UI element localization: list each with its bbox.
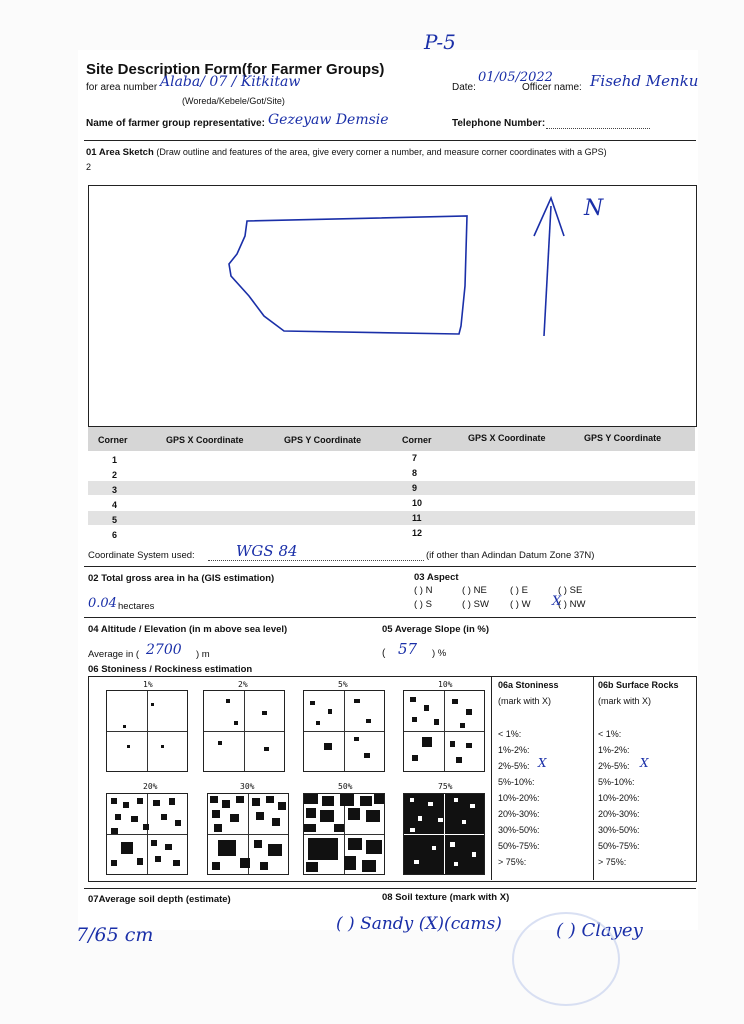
corner-number: 6 xyxy=(112,530,118,540)
area-number-label: for area number xyxy=(86,82,158,93)
rock-sample-75pct xyxy=(403,793,485,875)
area-number-value: Alaba/ 07 / Kitkitaw xyxy=(160,74,301,90)
soil-depth-label-text: 07Average soil depth (estimate) xyxy=(88,894,231,905)
date-value: 01/05/2022 xyxy=(478,70,553,85)
stoniness-a-item[interactable]: 2%-5%: xyxy=(498,761,530,771)
aspect-option[interactable]: ( ) E xyxy=(510,585,528,596)
rock-label: 50% xyxy=(338,782,353,791)
rock-sample-50pct xyxy=(303,793,385,875)
gps-header-x: GPS X Coordinate xyxy=(166,435,244,445)
soil-depth-value: 7/65 cm xyxy=(76,924,154,946)
corner-number: 1 xyxy=(112,455,118,465)
rep-label: Name of farmer group representative: xyxy=(86,118,265,129)
altitude-label: 04 Altitude / Elevation (in m above sea level) xyxy=(88,624,288,635)
soil-depth-label xyxy=(88,894,231,905)
aspect-mark: X xyxy=(552,594,562,609)
area-outline xyxy=(229,216,467,334)
rock-label: 30% xyxy=(240,782,255,791)
form-title: Site Description Form(for Farmer Groups) xyxy=(86,61,385,78)
rock-sample-30pct xyxy=(207,793,289,875)
soil-texture-label xyxy=(382,892,509,903)
gps-row-shade xyxy=(88,481,695,495)
aspect-option[interactable]: ( ) NE xyxy=(462,585,487,596)
sketch-box xyxy=(88,185,697,427)
aspect-option[interactable]: ( ) SE xyxy=(558,585,583,596)
stoniness-b-mark: X xyxy=(640,756,649,770)
stoniness-b-item[interactable]: > 75%: xyxy=(598,857,627,867)
slope-label: 05 Average Slope (in %) xyxy=(382,624,489,635)
rock-label: 5% xyxy=(338,680,348,689)
soil-texture-value-a: ( ) Sandy (X)(cams) xyxy=(336,914,502,934)
aspect-option[interactable]: ( ) SW xyxy=(462,599,489,610)
coord-field xyxy=(208,560,424,561)
divider xyxy=(84,888,696,889)
divider xyxy=(84,140,696,141)
corner-number: 3 xyxy=(112,485,118,495)
phone-label: Telephone Number: xyxy=(452,118,546,129)
north-label: N xyxy=(584,196,604,221)
stoniness-b-item[interactable]: 2%-5%: xyxy=(598,761,630,771)
stoniness-a-item[interactable]: 5%-10%: xyxy=(498,777,535,787)
date-label: Date: xyxy=(452,82,476,93)
north-arrow-line xyxy=(544,206,551,336)
divider xyxy=(593,676,594,880)
corner-number: 12 xyxy=(412,528,423,538)
rep-value: Gezeyaw Demsie xyxy=(268,112,389,128)
rock-sample-20pct xyxy=(106,793,188,875)
rock-sample-2pct xyxy=(203,690,285,772)
corner-number: 5 xyxy=(112,515,118,525)
corner-number: 10 xyxy=(412,498,423,508)
slope-value: 57 xyxy=(398,640,418,658)
stoniness-b-item[interactable]: 10%-20%: xyxy=(598,793,640,803)
coord-note: (if other than Adindan Datum Zone 37N) xyxy=(426,550,595,561)
stoniness-b-item[interactable]: 1%-2%: xyxy=(598,745,630,755)
stoniness-a-item[interactable]: 30%-50%: xyxy=(498,825,540,835)
coord-label: Coordinate System used: xyxy=(88,550,195,561)
soil-texture-value-b: ( ) Clayey xyxy=(556,920,643,941)
altitude-value: 2700 xyxy=(146,642,182,658)
rock-sample-1pct xyxy=(106,690,188,772)
gross-area-value: 0.04 xyxy=(88,596,117,611)
gps-header-x-2: GPS X Coordinate xyxy=(468,433,546,443)
stoniness-a-item[interactable]: 20%-30%: xyxy=(498,809,540,819)
corner-number: 2 xyxy=(112,470,118,480)
sketch-drawing xyxy=(89,186,696,426)
faint-stamp xyxy=(512,912,620,1006)
coord-value: WGS 84 xyxy=(236,542,298,560)
phone-field xyxy=(546,118,650,129)
rock-label: 10% xyxy=(438,680,453,689)
stoniness-a-hint: (mark with X) xyxy=(498,696,552,706)
gross-area-label: 02 Total gross area in ha (GIS estimation) xyxy=(88,573,275,584)
stoniness-b-item[interactable]: 30%-50%: xyxy=(598,825,640,835)
gps-header-y-2: GPS Y Coordinate xyxy=(584,433,662,443)
corner-number: 9 xyxy=(412,483,418,493)
rock-label: 20% xyxy=(143,782,158,791)
stoniness-b-item[interactable]: 20%-30%: xyxy=(598,809,640,819)
corner-number: 4 xyxy=(112,500,118,510)
divider xyxy=(84,566,696,567)
rock-label: 1% xyxy=(143,680,153,689)
stoniness-a-item[interactable]: < 1%: xyxy=(498,729,522,739)
rock-label: 75% xyxy=(438,782,453,791)
stoniness-b-hint: (mark with X) xyxy=(598,696,652,706)
gps-header-corner-2: Corner xyxy=(402,435,432,445)
aspect-option[interactable]: ( ) S xyxy=(414,599,432,610)
stoniness-a-item[interactable]: 1%-2%: xyxy=(498,745,530,755)
area-number-hint: (Woreda/Kebele/Got/Site) xyxy=(182,96,285,106)
stoniness-a-mark: X xyxy=(538,756,547,770)
gps-header-y: GPS Y Coordinate xyxy=(284,435,362,445)
corner-number: 8 xyxy=(412,468,418,478)
aspect-option[interactable]: ( ) N xyxy=(414,585,433,596)
stoniness-b-item[interactable]: 5%-10%: xyxy=(598,777,635,787)
officer-value: Fisehd Menku xyxy=(590,72,699,90)
sketch-heading: 01 Area Sketch (Draw outline and features of the area, give every corner a number, and measure corner coordinates with a GPS) xyxy=(86,147,607,158)
aspect-option[interactable]: ( ) W xyxy=(510,599,531,610)
rock-sample-5pct xyxy=(303,690,385,772)
stoniness-b-item[interactable]: < 1%: xyxy=(598,729,622,739)
stoniness-a-item[interactable]: > 75%: xyxy=(498,857,527,867)
altitude-prefix: Average in ( xyxy=(88,649,140,660)
divider xyxy=(84,617,696,618)
page-number: P-5 xyxy=(424,30,456,54)
sketch-note: 2 xyxy=(86,162,92,172)
stoniness-a-item[interactable]: 10%-20%: xyxy=(498,793,540,803)
gps-header-corner: Corner xyxy=(98,435,128,445)
aspect-label: 03 Aspect xyxy=(414,572,459,583)
stoniness-b-title: 06b Surface Rocks xyxy=(598,680,679,690)
corner-number: 11 xyxy=(412,513,422,523)
gps-row-shade xyxy=(88,511,695,525)
rock-label: 2% xyxy=(238,680,248,689)
divider xyxy=(491,676,492,880)
stoniness-b-item[interactable]: 50%-75%: xyxy=(598,841,640,851)
stoniness-a-title: 06a Stoniness xyxy=(498,680,559,690)
altitude-unit: ) m xyxy=(196,649,210,660)
stoniness-heading: 06 Stoniness / Rockiness estimation xyxy=(88,664,253,675)
officer-label: Officer name: xyxy=(522,82,582,93)
soil-texture-label-text: 08 Soil texture (mark with X) xyxy=(382,892,510,903)
slope-suffix: ) % xyxy=(432,648,447,659)
stoniness-a-item[interactable]: 50%-75%: xyxy=(498,841,540,851)
gross-area-unit: hectares xyxy=(118,601,155,612)
corner-number: 7 xyxy=(412,453,418,463)
rock-sample-10pct xyxy=(403,690,485,772)
aspect-option[interactable]: ( ) NW xyxy=(558,599,586,610)
